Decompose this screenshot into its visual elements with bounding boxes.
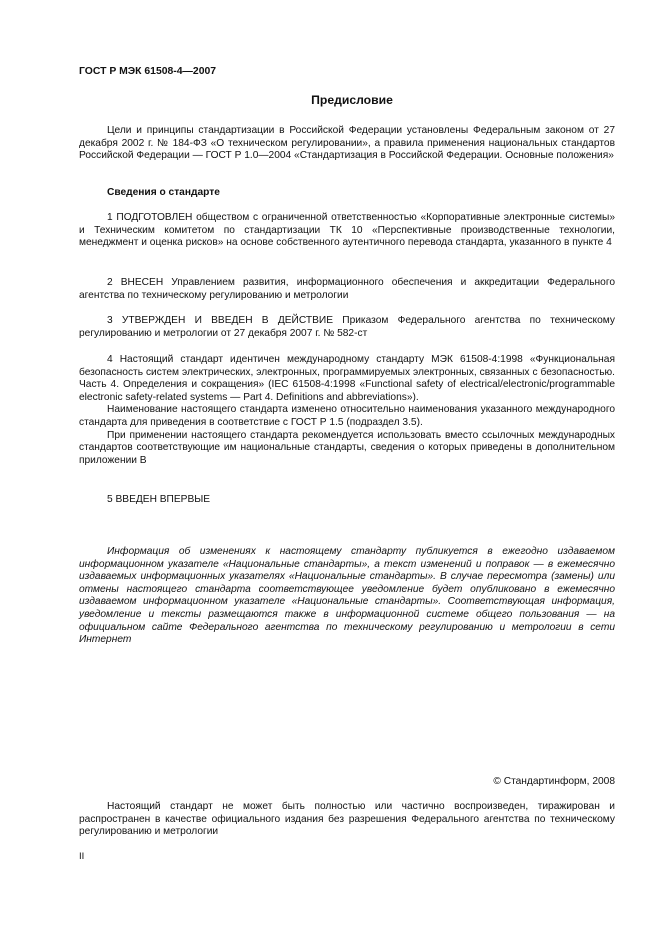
item-4-block — [79, 354, 615, 467]
item-4-name-note: Наименование настоящего стандарта изменено относительно наименования указанного международного стандарта для приведения в соответствие с ГОСТ Р 1.5 (подраздел 3.5). — [79, 404, 615, 428]
item-2-paragraph: 2 ВНЕСЕН Управлением развития, информационного обеспечения и аккредитации Федерального агентства по техническому регулированию и метрологии — [79, 277, 615, 301]
changes-notice: Информация об изменениях к настоящему стандарту публикуется в ежегодно издаваемом информационном указателе «Национальные стандарты», а текст изменений и поправок — в ежемесячно издаваемых информационных указателях «Национальные стандарты». В случае пересмотра (замены) или отмены настоящего стандарта соответствующее уведомление будет опубликовано в ежемесячно издаваемом информационном указателе «Национальные стандарты». Соответствующая информация, уведомление и тексты размещаются также в информационной системе общего пользования — на официальном сайте Федерального агентства по техническому регулированию и метрологии в сети Интернет — [79, 546, 615, 646]
page-title: Предисловие — [311, 93, 393, 107]
reproduction-notice: Настоящий стандарт не может быть полностью или частично воспроизведен, тиражирован и распространен в качестве официального издания без разрешения Федерального агентства по техническому регулированию и метрологии — [79, 801, 615, 838]
intro-paragraph: Цели и принципы стандартизации в Российской Федерации установлены Федеральным законом от 27 декабря 2002 г. № 184-ФЗ «О техническом регулировании», а правила применения национальных стандартов Российской Федерации — ГОСТ Р 1.0—2004 «Стандартизация в Российской Федерации. Основные положения» — [79, 125, 615, 162]
item-5-paragraph: 5 ВВЕДЕН ВПЕРВЫЕ — [107, 494, 211, 505]
standard-id: ГОСТ Р МЭК 61508-4—2007 — [79, 66, 217, 77]
item-3-paragraph: 3 УТВЕРЖДЕН И ВВЕДЕН В ДЕЙСТВИЕ Приказом Федерального агентства по техническому регулированию и метрологии от 27 декабря 2007 г. № 582-ст — [79, 315, 615, 339]
item-4-reference-note: При применении настоящего стандарта рекомендуется использовать вместо ссылочных международных стандартов соответствующие им национальные стандарты, сведения о которых приведены в дополнительном приложении В — [79, 429, 615, 466]
copyright: © Стандартинформ, 2008 — [493, 776, 615, 787]
page-number: II — [79, 851, 85, 862]
item-1-paragraph: 1 ПОДГОТОВЛЕН обществом с ограниченной ответственностью «Корпоративные электронные системы» и Техническим комитетом по стандартизации ТК 10 «Перспективные производственные технологии, менеджмент и оценка рисков» на основе собственного аутентичного перевода стандарта, указанного в пункте 4 — [79, 212, 615, 249]
info-heading: Сведения о стандарте — [107, 187, 220, 198]
item-4-paragraph: 4 Настоящий стандарт идентичен международному стандарту МЭК 61508-4:1998 «Функциональная безопасность систем электрических, электронных, программируемых электронных, связанных с безопасностью. Часть 4. Определения и сокращения» (IEC 61508-4:1998 «Functional safety of electrical/electronic/programmable electronic safety-related systems — Part 4. Definitions and abbreviations»). — [79, 354, 615, 403]
